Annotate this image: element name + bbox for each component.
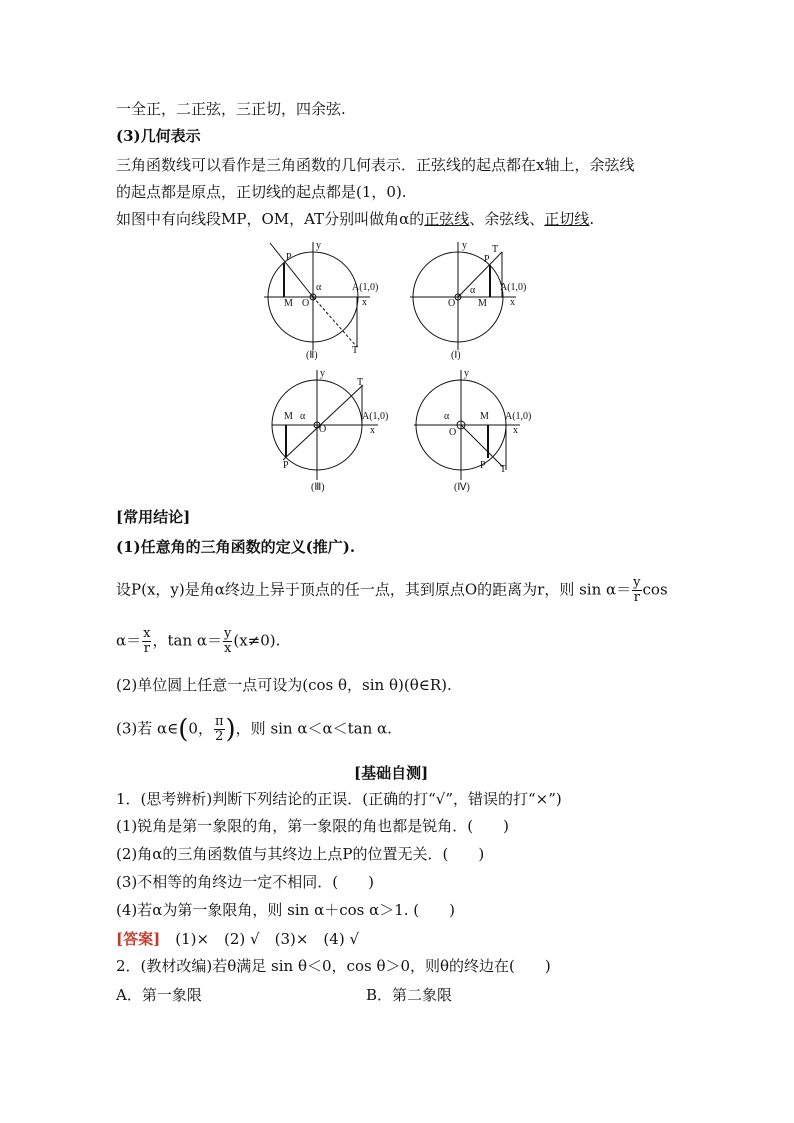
fig1-o: O	[448, 298, 456, 309]
text-c3b: ，tan α＝	[152, 631, 223, 650]
text-c2b: cos	[642, 580, 668, 599]
text-line-5	[116, 209, 594, 229]
frac-den: x	[224, 641, 232, 656]
fig1-alpha: α	[470, 285, 476, 296]
text-l5a: 如图中有向线段MP，OM，AT分别叫做角α的	[116, 210, 425, 228]
fig2-alpha: α	[316, 282, 322, 293]
answer-label: [答案]	[116, 930, 161, 948]
fig1-caption: (Ⅰ)	[451, 350, 461, 361]
frac-y-over-r	[632, 576, 641, 605]
question-1-a: (1)锐角是第一象限的角，第一象限的角也都是锐角．( )	[116, 817, 509, 835]
paren-left: (	[178, 714, 189, 745]
conclusion-2: (2)单位圆上任意一点可设为(cos θ，sin θ)(θ∈R).	[116, 676, 452, 694]
fig1-y: y	[462, 240, 467, 251]
fig2-x: x	[362, 297, 367, 308]
fig3-o: O	[319, 424, 327, 435]
fig4-t: T	[500, 464, 507, 475]
conclusion-1-body	[116, 576, 668, 605]
answer-text: (1)× (2) √ (3)× (4) √	[175, 930, 359, 948]
fig3-p: P	[283, 460, 289, 471]
fig2-y: y	[316, 240, 321, 251]
fig4-x: x	[513, 425, 518, 436]
fig2-caption: (Ⅱ)	[306, 350, 318, 361]
interval-zero: 0	[188, 719, 198, 738]
question-1-c: (3)不相等的角终边一定不相同．( )	[116, 873, 374, 891]
fig1-a: A(1,0)	[500, 282, 527, 293]
text-c5a: (3)若 α∈	[116, 719, 179, 738]
frac-num: π	[214, 714, 224, 729]
text-l5c: 、余弦线、	[469, 210, 545, 228]
fig4-m: M	[480, 411, 489, 422]
fig3-caption: (Ⅲ)	[311, 482, 325, 493]
conclusion-1: (1)任意角的三角函数的定义(推广).	[116, 538, 356, 556]
frac-pi-over-2	[214, 715, 225, 744]
section-heading-geometric: (3)几何表示	[116, 127, 201, 145]
fig1-x: x	[510, 297, 515, 308]
fig2-o: O	[302, 298, 310, 309]
conclusion-1-body-2	[116, 627, 280, 656]
fig1-p: P	[484, 254, 490, 265]
text-c3c: (x≠0).	[233, 631, 281, 650]
question-2: 2．(教材改编)若θ满足 sin θ＜0，cos θ＞0，则θ的终边在( )	[116, 957, 551, 975]
question-2-option-b: B．第二象限	[366, 986, 453, 1004]
frac-num: y	[633, 575, 641, 590]
question-1-b: (2)角α的三角函数值与其终边上点P的位置无关．( )	[116, 845, 485, 863]
figure-4	[0, 0, 1, 1]
fig3-alpha: α	[300, 411, 306, 422]
fig3-m: M	[284, 411, 293, 422]
text-line-4: 的起点都是原点，正切线的起点都是(1，0).	[116, 183, 407, 201]
fig1-m: M	[478, 298, 487, 309]
frac-num: x	[143, 626, 151, 641]
text-line-1: 一全正，二正弦，三正切，四余弦.	[116, 100, 346, 118]
heading-basic-self-test: [基础自测]	[354, 764, 429, 782]
fig3-a: A(1,0)	[362, 411, 389, 422]
underline-tangent: 正切线	[544, 210, 590, 228]
fig2-m: M	[284, 298, 293, 309]
question-1: 1．(思考辨析)判断下列结论的正误．(正确的打“√”，错误的打“×”)	[116, 790, 562, 808]
text-c5b: ，则 sin α＜α＜tan α.	[235, 719, 392, 738]
frac-den: 2	[215, 729, 224, 744]
fig4-y: y	[464, 368, 469, 379]
underline-sine: 正弦线	[424, 210, 470, 228]
frac-y-over-x	[223, 627, 232, 656]
fig2-t: T	[352, 345, 359, 356]
fig1-t: T	[492, 244, 499, 255]
frac-x-over-r	[142, 627, 151, 656]
answer-line	[116, 929, 359, 949]
fig2-a: A(1,0)	[352, 282, 379, 293]
fig4-caption: (Ⅳ)	[454, 482, 470, 493]
conclusion-3: (3)若 α∈(0， $\frac{\pi}{2}$ )，则 sin α＜α＜tan α.	[116, 714, 392, 745]
text-c2a: 设P(x，y)是角α终边上异于顶点的任一点，其到原点O的距离为r，则 sin α＝	[116, 580, 632, 599]
question-2-option-a: A．第一象限	[116, 986, 202, 1004]
text-line-3: 三角函数线可以看作是三角函数的几何表示．正弦线的起点都在x轴上，余弦线	[116, 156, 635, 174]
fig4-p: P	[480, 460, 486, 471]
text-c3a: α＝	[116, 631, 142, 650]
text-l5e: .	[589, 210, 595, 228]
fig4-a: A(1,0)	[505, 411, 532, 422]
heading-common-conclusions: [常用结论]	[116, 508, 191, 526]
fig4-alpha: α	[444, 411, 450, 422]
question-1-d: (4)若α为第一象限角，则 sin α＋cos α＞1. ( )	[116, 901, 456, 919]
frac-den: r	[633, 590, 640, 605]
fig3-y: y	[320, 368, 325, 379]
frac-num: y	[224, 626, 232, 641]
paren-right: )	[225, 714, 236, 745]
fig2-p: P	[286, 252, 292, 263]
fig4-o: O	[449, 427, 457, 438]
fig3-x: x	[370, 425, 375, 436]
frac-den: r	[143, 641, 150, 656]
fig3-t: T	[357, 377, 364, 388]
